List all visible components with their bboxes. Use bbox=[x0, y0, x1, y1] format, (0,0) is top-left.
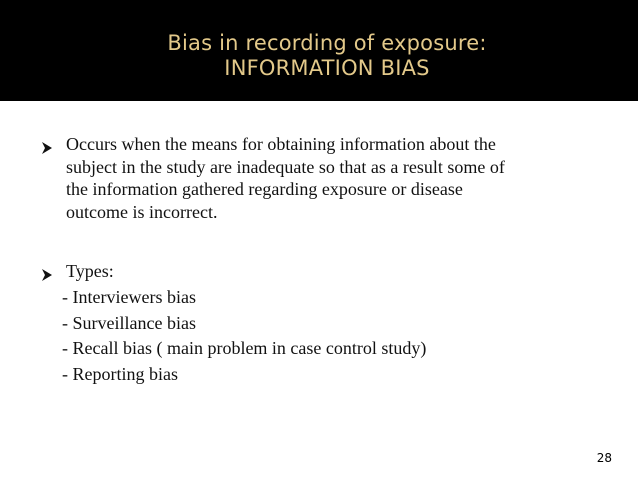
types-list-item: - Surveillance bias bbox=[62, 313, 196, 333]
types-heading: Types: bbox=[66, 261, 114, 281]
bullet-paragraph-occurs bbox=[66, 133, 606, 223]
arrow-bullet-icon bbox=[40, 141, 54, 155]
types-list-item: - Interviewers bias bbox=[62, 287, 196, 307]
title-band bbox=[0, 0, 638, 101]
page-number: 28 bbox=[596, 451, 612, 465]
paragraph-line: the information gathered regarding exposure or disease bbox=[66, 179, 463, 199]
slide-title-line-2: INFORMATION BIAS bbox=[224, 56, 430, 80]
paragraph-line: subject in the study are inadequate so that as a result some of bbox=[66, 156, 505, 177]
paragraph-line: Occurs when the means for obtaining information about the bbox=[66, 134, 496, 154]
types-list-item: - Recall bias ( main problem in case control study) bbox=[62, 338, 427, 358]
paragraph-line: outcome is incorrect. bbox=[66, 201, 218, 222]
types-list-item: - Reporting bias bbox=[62, 364, 178, 384]
slide-title-line-1: Bias in recording of exposure: bbox=[167, 31, 487, 55]
arrow-bullet-icon bbox=[40, 268, 54, 282]
